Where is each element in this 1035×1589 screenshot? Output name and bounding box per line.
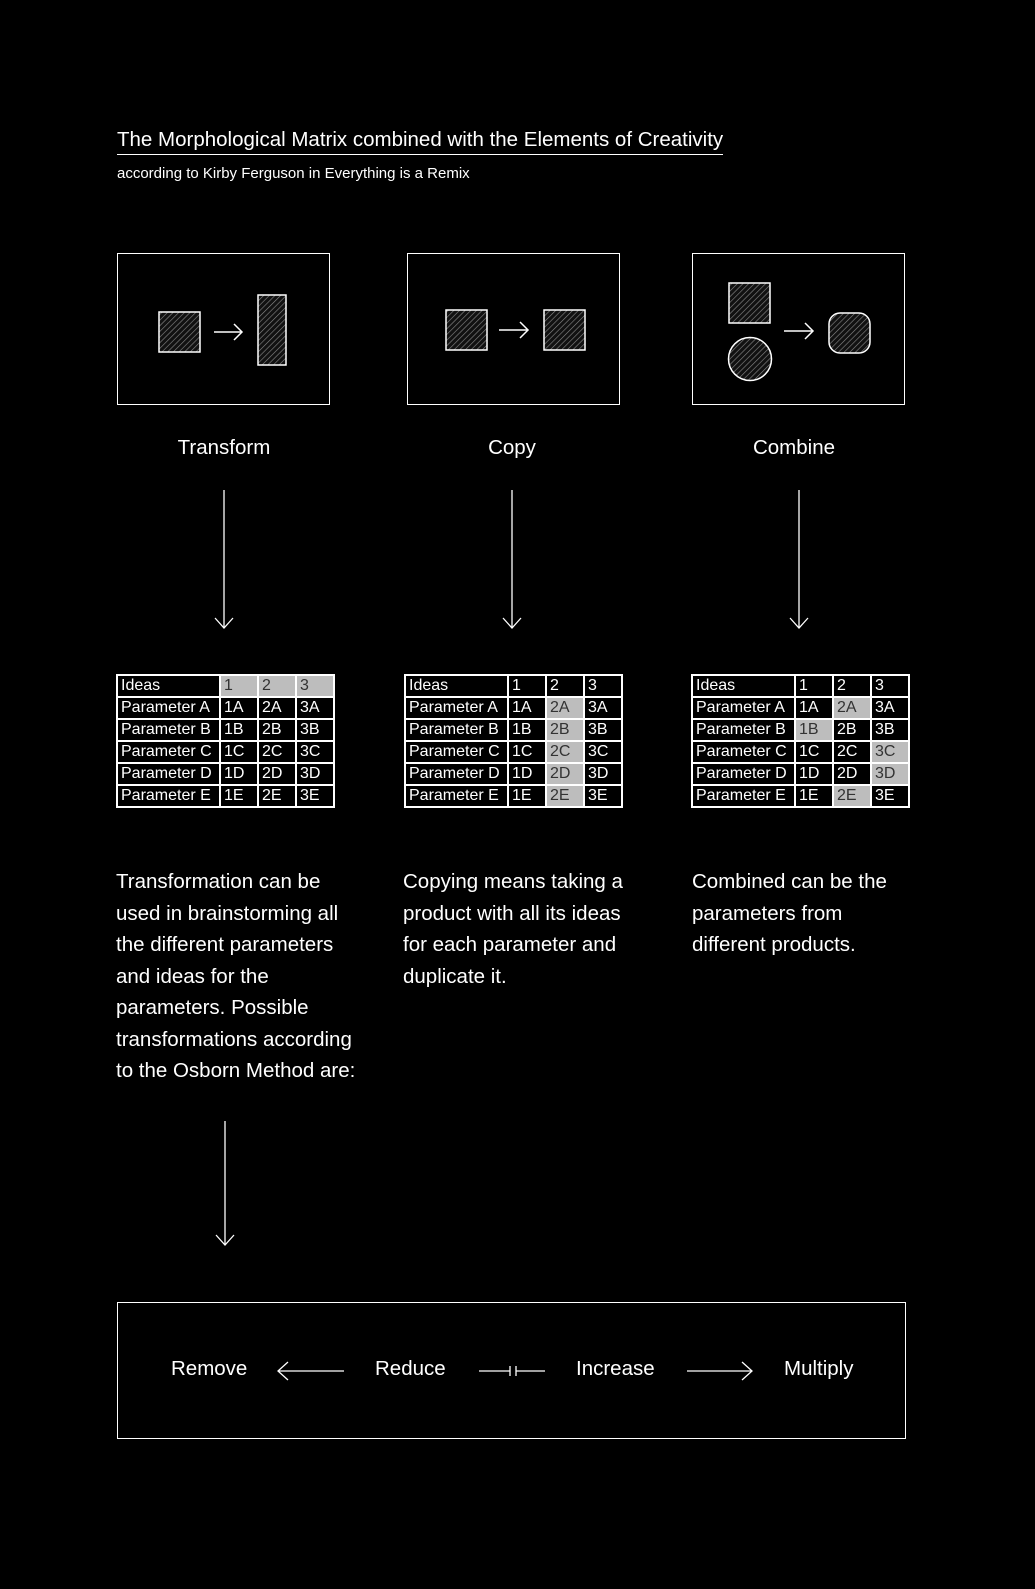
matrix-cell: 2E [833, 785, 871, 807]
matrix-row [405, 697, 622, 719]
matrix-parameter-label: Parameter C [117, 741, 220, 763]
matrix-header-cell: 1 [220, 675, 258, 697]
matrix-header-cell: 2 [258, 675, 296, 697]
matrix-cell: 3C [296, 741, 334, 763]
copy-matrix [404, 674, 623, 808]
matrix-header-cell: 2 [833, 675, 871, 697]
matrix-cell: 1B [795, 719, 833, 741]
matrix-cell: 3E [296, 785, 334, 807]
matrix-cell: 1C [795, 741, 833, 763]
matrix-header-cell: 1 [795, 675, 833, 697]
matrix-header-cell: 2 [546, 675, 584, 697]
matrix-cell: 1D [220, 763, 258, 785]
matrix-cell: 2E [546, 785, 584, 807]
matrix-row [405, 763, 622, 785]
matrix-cell: 3C [871, 741, 909, 763]
matrix-cell: 2D [833, 763, 871, 785]
matrix-cell: 2A [833, 697, 871, 719]
page-title: The Morphological Matrix combined with the Elements of Creativity [117, 127, 723, 155]
matrix-cell: 1E [220, 785, 258, 807]
matrix-parameter-label: Parameter E [117, 785, 220, 807]
matrix-row [692, 785, 909, 807]
square-to-square-icon [408, 254, 621, 406]
combine-label: Combine [752, 436, 836, 459]
matrix-header-row [692, 675, 909, 697]
down-arrow-icon [789, 490, 809, 632]
transform-icon-box [117, 253, 330, 405]
matrix-cell: 3D [584, 763, 622, 785]
combine-matrix [691, 674, 910, 808]
morphological-matrix-table [116, 674, 335, 808]
matrix-cell: 3B [584, 719, 622, 741]
matrix-cell: 2A [258, 697, 296, 719]
matrix-cell: 1D [508, 763, 546, 785]
matrix-cell: 2B [258, 719, 296, 741]
matrix-parameter-label: Parameter A [692, 697, 795, 719]
matrix-parameter-label: Parameter D [117, 763, 220, 785]
matrix-cell: 2B [833, 719, 871, 741]
matrix-header-cell: 3 [584, 675, 622, 697]
right-arrow-icon [686, 1361, 756, 1381]
transform-matrix [116, 674, 335, 808]
matrix-cell: 3E [871, 785, 909, 807]
square-circle-to-rounded-square-icon [693, 254, 906, 406]
page-subtitle: according to Kirby Ferguson in Everything is a Remix [117, 165, 470, 182]
matrix-cell: 3E [584, 785, 622, 807]
multiply-label: Multiply [784, 1357, 854, 1380]
matrix-cell: 1C [220, 741, 258, 763]
matrix-header-cell: 3 [296, 675, 334, 697]
matrix-header-row [117, 675, 334, 697]
down-arrow-icon [215, 1121, 235, 1249]
matrix-cell: 1C [508, 741, 546, 763]
left-arrow-icon [276, 1361, 346, 1381]
matrix-row [117, 741, 334, 763]
matrix-cell: 3A [296, 697, 334, 719]
matrix-row [692, 719, 909, 741]
matrix-row [117, 785, 334, 807]
matrix-parameter-label: Parameter E [692, 785, 795, 807]
matrix-parameter-label: Parameter B [692, 719, 795, 741]
matrix-header-cell: 3 [871, 675, 909, 697]
matrix-parameter-label: Parameter B [405, 719, 508, 741]
matrix-cell: 2D [258, 763, 296, 785]
matrix-parameter-label: Parameter C [692, 741, 795, 763]
matrix-parameter-label: Parameter E [405, 785, 508, 807]
combine-icon-box [692, 253, 905, 405]
matrix-cell: 1A [220, 697, 258, 719]
matrix-header-ideas: Ideas [117, 675, 220, 697]
matrix-header-ideas: Ideas [692, 675, 795, 697]
matrix-cell: 1D [795, 763, 833, 785]
matrix-row [692, 741, 909, 763]
matrix-cell: 2A [546, 697, 584, 719]
matrix-parameter-label: Parameter A [117, 697, 220, 719]
matrix-parameter-label: Parameter B [117, 719, 220, 741]
matrix-cell: 1E [795, 785, 833, 807]
morphological-matrix-table [691, 674, 910, 808]
matrix-row [117, 763, 334, 785]
matrix-cell: 2D [546, 763, 584, 785]
square-to-rectangle-icon [118, 254, 331, 406]
down-arrow-icon [214, 490, 234, 632]
copy-icon-box [407, 253, 620, 405]
matrix-cell: 2C [833, 741, 871, 763]
matrix-cell: 3B [871, 719, 909, 741]
transform-description: Transformation can be used in brainstorming all the different parameters and ideas for the parameters. Possible transformations according to the Osborn Method are: [116, 870, 356, 1082]
matrix-cell: 1B [220, 719, 258, 741]
matrix-cell: 1E [508, 785, 546, 807]
matrix-parameter-label: Parameter D [405, 763, 508, 785]
matrix-cell: 2C [546, 741, 584, 763]
matrix-cell: 3C [584, 741, 622, 763]
down-arrow-icon [502, 490, 522, 632]
matrix-cell: 3B [296, 719, 334, 741]
matrix-header-ideas: Ideas [405, 675, 508, 697]
matrix-cell: 3D [871, 763, 909, 785]
matrix-cell: 1A [795, 697, 833, 719]
matrix-parameter-label: Parameter C [405, 741, 508, 763]
matrix-row [117, 719, 334, 741]
matrix-cell: 2B [546, 719, 584, 741]
morphological-matrix-table [404, 674, 623, 808]
copy-label: Copy [488, 436, 536, 459]
matrix-row [405, 785, 622, 807]
matrix-cell: 3A [584, 697, 622, 719]
matrix-cell: 2E [258, 785, 296, 807]
transform-label: Transform [177, 436, 271, 459]
matrix-row [405, 741, 622, 763]
reduce-label: Reduce [375, 1357, 446, 1380]
matrix-header-cell: 1 [508, 675, 546, 697]
copy-description: Copying means taking a product with all its ideas for each parameter and duplicate it. [403, 870, 623, 988]
matrix-header-row [405, 675, 622, 697]
matrix-cell: 3A [871, 697, 909, 719]
matrix-row [117, 697, 334, 719]
matrix-row [692, 697, 909, 719]
matrix-cell: 3D [296, 763, 334, 785]
increase-label: Increase [576, 1357, 655, 1380]
matrix-cell: 1B [508, 719, 546, 741]
combine-description: Combined can be the parameters from different products. [692, 870, 887, 956]
matrix-cell: 1A [508, 697, 546, 719]
matrix-row [405, 719, 622, 741]
remove-label: Remove [171, 1357, 248, 1380]
matrix-parameter-label: Parameter A [405, 697, 508, 719]
matrix-cell: 2C [258, 741, 296, 763]
matrix-row [692, 763, 909, 785]
reduce-increase-divider-icon [478, 1361, 548, 1381]
matrix-parameter-label: Parameter D [692, 763, 795, 785]
